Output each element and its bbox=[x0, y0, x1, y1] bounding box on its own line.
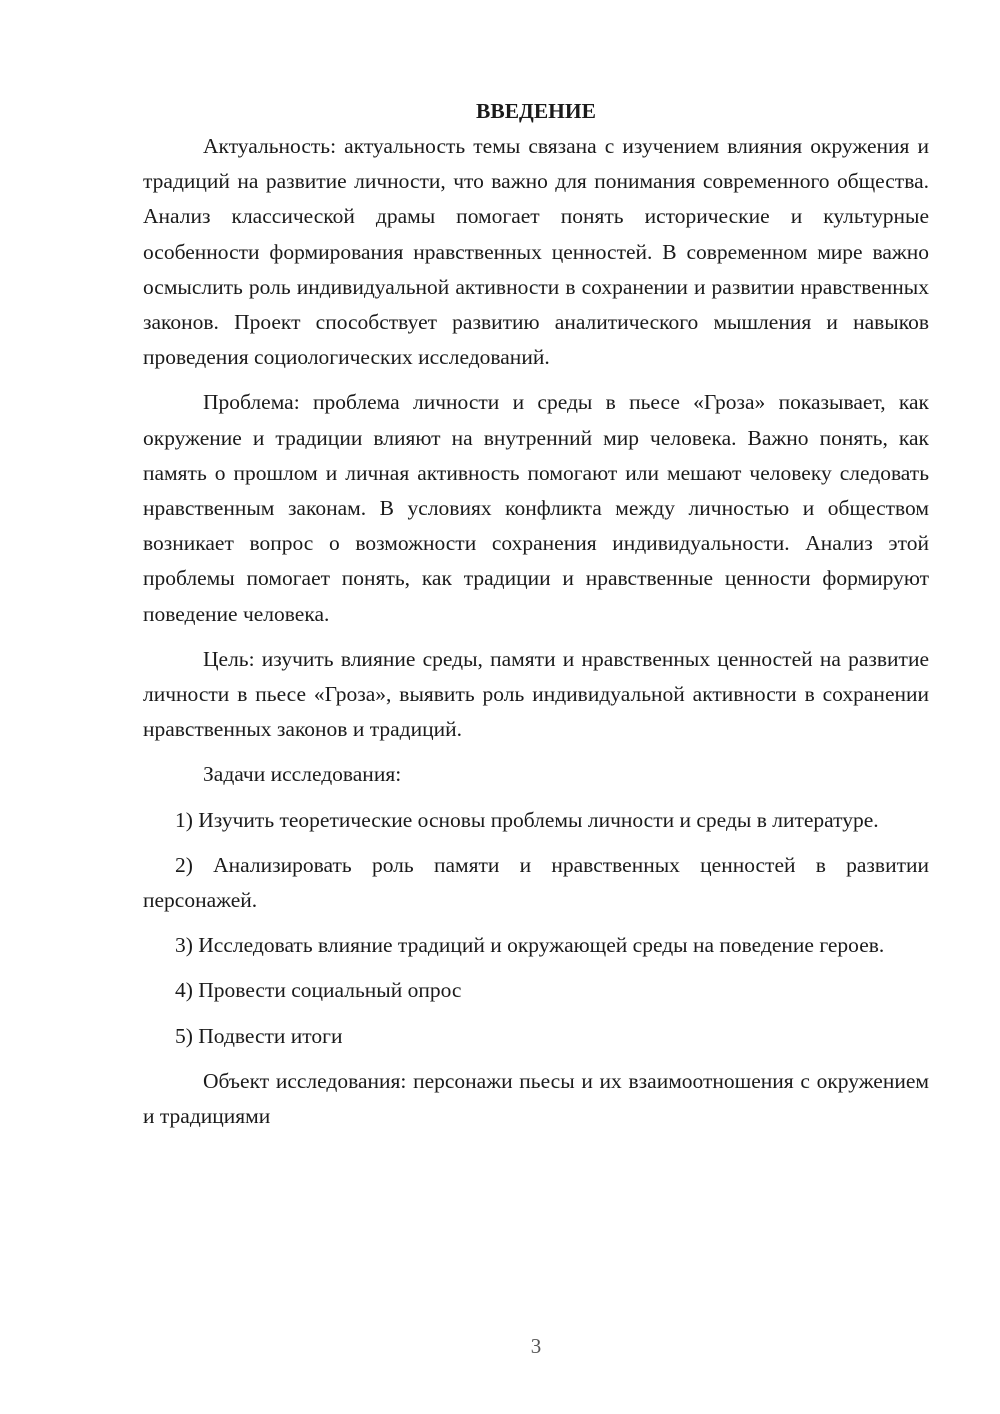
document-page bbox=[143, 94, 929, 1144]
page-title: ВВЕДЕНИЕ bbox=[476, 99, 596, 123]
task-item-5: 5) Подвести итоги bbox=[175, 1023, 343, 1048]
goal-paragraph: Цель: изучить влияние среды, памяти и нравственных ценностей на развитие личности в пьесе «Гроза», выявить роль индивидуальной активности в сохранении нравственных законов и традиций. bbox=[143, 646, 929, 742]
problem-paragraph: Проблема: проблема личности и среды в пьесе «Гроза» показывает, как окружение и традиции влияют на внутренний мир человека. Важно понять, как память о прошлом и личная активность помогают или мешают человеку следовать нравственным законам. В условиях конфликта между личностью и обществом возникает вопрос о возможности сохранения индивидуальности. Анализ этой проблемы помогает понять, как традиции и нравственные ценности формируют поведение человека. bbox=[143, 390, 929, 626]
task-item-2: 2) Анализировать роль памяти и нравственных ценностей в развитии персонажей. bbox=[143, 852, 929, 913]
task-item-3: 3) Исследовать влияние традиций и окружающей среды на поведение героев. bbox=[175, 933, 885, 958]
tasks-title: Задачи исследования: bbox=[203, 762, 402, 787]
task-item-1: 1) Изучить теоретические основы проблемы личности и среды в литературе. bbox=[175, 807, 879, 832]
page-number: 3 bbox=[530, 1334, 542, 1358]
object-paragraph: Объект исследования: персонажи пьесы и их взаимоотношения с окружением и традициями bbox=[143, 1068, 929, 1129]
relevance-paragraph: Актуальность: актуальность темы связана с изучением влияния окружения и традиций на развитие личности, что важно для понимания современного общества. Анализ классической драмы помогает понять исторические и культурные особенности формирования нравственных ценностей. В современном мире важно осмыслить роль индивидуальной активности в сохранении и развитии нравственных законов. Проект способствует развитию аналитического мышления и навыков проведения социологических исследований. bbox=[143, 134, 929, 370]
task-item-4: 4) Провести социальный опрос bbox=[175, 978, 462, 1003]
